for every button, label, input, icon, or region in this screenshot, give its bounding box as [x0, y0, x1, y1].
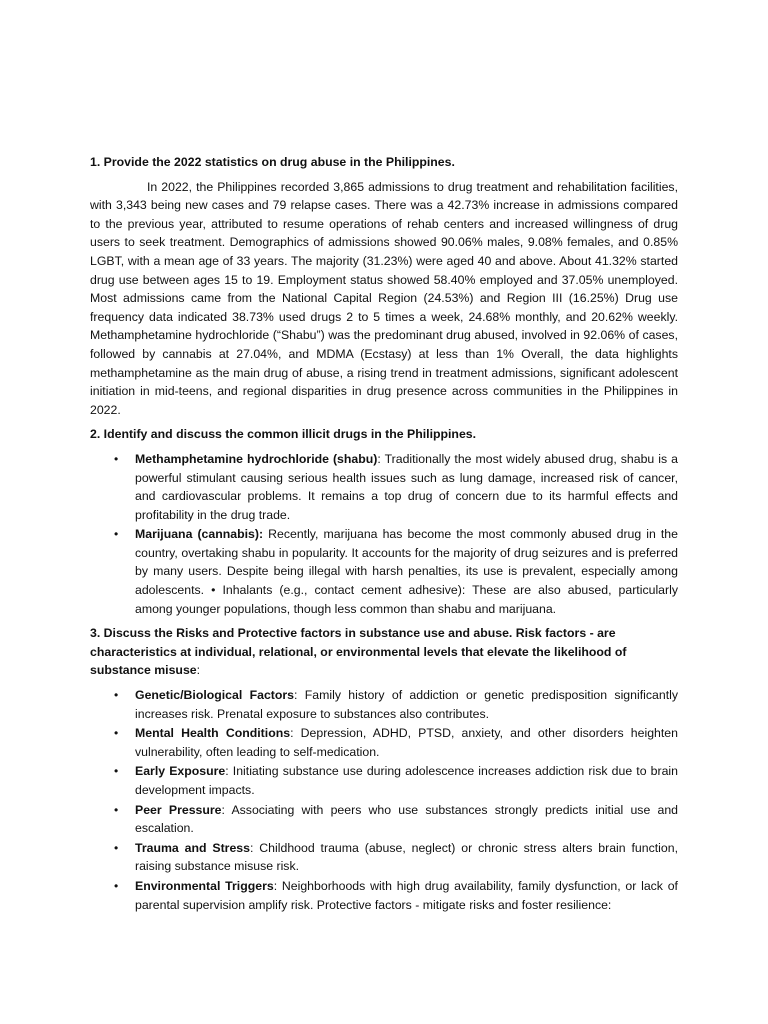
list-item-text: : Initiating substance use during adolescence increases addiction risk due to brain development impacts.: [135, 764, 678, 797]
list-item-text: Recently, marijuana has become the most commonly abused drug in the country, overtaking shabu in popularity. It accounts for the majority of drug seizures and is preferred by many users. Despite being illegal with harsh penalties, its use is prevalent, especially among adolescents. • Inhalants (e.g., contact cement adhesive): These are also abused, particularly among younger populations, though less common than shabu and marijuana.: [135, 527, 678, 616]
section-2-heading: 2. Identify and discuss the common illicit drugs in the Philippines.: [90, 427, 477, 442]
list-item-term: Mental Health Conditions: [135, 726, 291, 741]
bullet-icon: •: [114, 726, 119, 741]
risk-factors-list: [90, 686, 678, 914]
list-item-term: Genetic/Biological Factors: [135, 688, 295, 703]
bullet-icon: •: [114, 527, 119, 542]
list-item-term: Trauma and Stress: [135, 840, 250, 855]
section-1-heading: 1. Provide the 2022 statistics on drug abuse in the Philippines.: [90, 155, 455, 169]
list-item: [90, 724, 678, 761]
section-3-heading: [90, 624, 678, 680]
list-item-term: Peer Pressure: [135, 802, 222, 817]
list-item-term: Methamphetamine hydrochloride (shabu): [135, 451, 378, 466]
list-item: [90, 450, 678, 524]
bullet-icon: •: [114, 878, 119, 893]
list-item-text: : Family history of addiction or genetic predisposition significantly increases risk. Prenatal exposure to substances also contributes.: [135, 688, 678, 721]
list-item-text: : Neighborhoods with high drug availability, family dysfunction, or lack of parental supervision amplify risk. Protective factors - mitigate risks and foster resilience:: [135, 878, 678, 912]
bullet-icon: •: [114, 840, 119, 855]
section-3-heading-colon: :: [196, 663, 201, 678]
list-item: [90, 801, 678, 838]
bullet-icon: •: [114, 451, 119, 466]
list-item: [90, 686, 678, 723]
bullet-icon: •: [114, 688, 119, 703]
list-item: [90, 877, 678, 914]
section-1-paragraph: In 2022, the Philippines recorded 3,865 admissions to drug treatment and rehabilitation facilities, with 3,343 being new cases and 79 relapse cases. There was a 42.73% increase in admissions compared to the previous year, attributed to resume operations of rehab centers and increased willingness of drug users to seek treatment. Demographics of admissions showed 90.06% males, 9.08% females, and 0.85% LGBT, with a mean age of 33 years. The majority (31.23%) were aged 40 and above. About 41.32% started drug use between ages 15 to 19. Employment status showed 58.40% employed and 37.05% unemployed. Most admissions came from the National Capital Region (24.53%) and Region III (16.25%) Drug use frequency data indicated 38.73% used drugs 2 to 5 times a week, 24.68% monthly, and 20.62% weekly. Methamphetamine hydrochloride (“Shabu”) was the predominant drug abused, involved in 92.06% of cases, followed by cannabis at 27.04%, and MDMA (Ecstasy) at less than 1% Overall, the data highlights methamphetamine as the main drug of abuse, a rising trend in treatment admissions, significant adolescent initiation in mid-teens, and regional disparities in drug presence across communities in the Philippines in 2022.: [90, 179, 678, 417]
bullet-icon: •: [114, 764, 119, 779]
list-item-term: Environmental Triggers: [135, 878, 274, 893]
list-item-term: Early Exposure: [135, 764, 226, 779]
list-item-term: Marijuana (cannabis):: [135, 527, 264, 542]
list-item-text: : Associating with peers who use substances strongly predicts initial use and escalation.: [135, 802, 678, 836]
bullet-icon: •: [114, 802, 119, 817]
list-item: [90, 762, 678, 799]
list-item-text: : Depression, ADHD, PTSD, anxiety, and other disorders heighten vulnerability, often leading to self-medication.: [135, 726, 678, 759]
list-item-text: : Childhood trauma (abuse, neglect) or chronic stress alters brain function, raising substance misuse risk.: [135, 840, 678, 874]
list-item: [90, 525, 678, 618]
illicit-drugs-list: [90, 450, 678, 618]
list-item-text: : Traditionally the most widely abused drug, shabu is a powerful stimulant causing serious health issues such as lung damage, increased risk of cancer, and cardiovascular problems. It remains a top drug of concern due to its harmful effects and profitability in the drug trade.: [135, 451, 678, 522]
document-body: [90, 153, 678, 920]
section-3-heading-text: 3. Discuss the Risks and Protective factors in substance use and abuse. Risk factors - are characteristics at individual, relational, or environmental levels that elevate the likelihood of substance misuse: [90, 626, 627, 678]
list-item: [90, 839, 678, 876]
